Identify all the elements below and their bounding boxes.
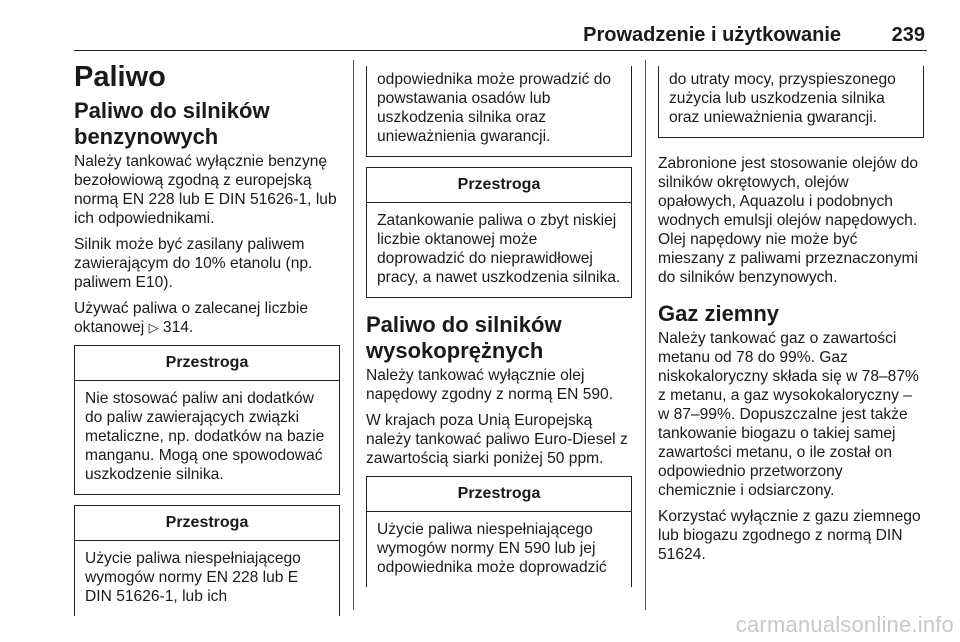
column-divider	[645, 60, 646, 610]
paragraph: Należy tankować wyłącznie olej napędowy zgodny z normą EN 590.	[366, 367, 614, 403]
subsection-title: Paliwo do silników benzynowych	[74, 98, 270, 149]
caution-box	[74, 345, 340, 495]
caution-box-continued	[366, 66, 632, 157]
caution-box	[366, 476, 632, 587]
caution-text: Nie stosować paliw ani dodatków do paliw zawierających związki metaliczne, np. dodatków na bazie manganu. Mogą one spowodować uszkodzenie silnika.	[85, 390, 325, 483]
caution-title: Przestroga	[367, 168, 631, 203]
page-number: 239	[891, 24, 925, 46]
paragraph: Korzystać wyłącznie z gazu ziemnego lub biogazu zgodnego z normą DIN 51624.	[658, 508, 921, 563]
section-title: Paliwo	[74, 61, 166, 93]
column-1	[74, 58, 340, 616]
caution-text: Użycie paliwa niespełniającego wymogów normy EN 228 lub E DIN 51626-1, lub ich	[85, 550, 301, 605]
caution-box	[366, 167, 632, 298]
caution-text: odpowiednika może prowadzić do powstawania osadów lub uszkodzenia silnika oraz unieważnienia gwarancji.	[377, 71, 612, 145]
caution-title: Przestroga	[75, 346, 339, 381]
page-reference[interactable]: 314.	[162, 319, 194, 336]
paragraph: Zabronione jest stosowanie olejów do silników okrętowych, olejów opałowych, Aquazolu i podobnych wodnych emulsji olejów napędowych. Olej napędowy nie może być mieszany z paliwami przeznaczonymi do silników benzynowych.	[658, 155, 919, 286]
header-title: Prowadzenie i użytkowanie	[583, 24, 841, 46]
paragraph: Należy tankować gaz o zawartości metanu od 78 do 99%. Gaz niskokaloryczny składa się w 78–87% z metanu, a gaz wysokokaloryczny – w 87–99%. Dopuszczalne jest także tankowanie biogazu o takiej samej zawartości metanu, o ile został on odpowiednio przetworzony chemicznie i odsiarczony.	[658, 330, 919, 499]
paragraph: Silnik może być zasilany paliwem zawierającym do 10% etanolu (np. paliwem E10).	[74, 236, 313, 291]
column-divider	[353, 60, 354, 610]
caution-text: Użycie paliwa niespełniającego wymogów normy EN 590 lub jej odpowiednika może doprowadzić	[377, 521, 607, 576]
column-2	[366, 58, 632, 587]
caution-title: Przestroga	[75, 506, 339, 541]
paragraph	[74, 299, 340, 337]
caution-box-continued	[658, 66, 924, 138]
page-reference-icon: ▷	[148, 320, 159, 335]
caution-title: Przestroga	[367, 477, 631, 512]
caution-text: Zatankowanie paliwa o zbyt niskiej liczbie oktanowej może doprowadzić do nieprawidłowej pracy, a nawet uszkodzenia silnika.	[377, 212, 621, 286]
subsection-title: Gaz ziemny	[658, 301, 780, 326]
column-3	[658, 58, 924, 571]
subsection-title: Paliwo do silników wysokoprężnych	[366, 312, 562, 363]
page-header	[74, 22, 927, 51]
paragraph: Należy tankować wyłącznie benzynę bezołowiową zgodną z europejską normą EN 228 lub E DIN 51626-1, lub ich odpowiednikami.	[74, 153, 337, 227]
paragraph: W krajach poza Unią Europejską należy tankować paliwo Euro-Diesel z zawartością siarki poniżej 50 ppm.	[366, 412, 628, 467]
caution-text: do utraty mocy, przyspieszonego zużycia lub uszkodzenia silnika oraz unieważnienia gwarancji.	[669, 71, 896, 126]
paragraph-text: Używać paliwa o zalecanej liczbie oktanowej	[74, 300, 309, 336]
watermark: carmanualsonline.info	[735, 612, 954, 637]
caution-box	[74, 505, 340, 616]
